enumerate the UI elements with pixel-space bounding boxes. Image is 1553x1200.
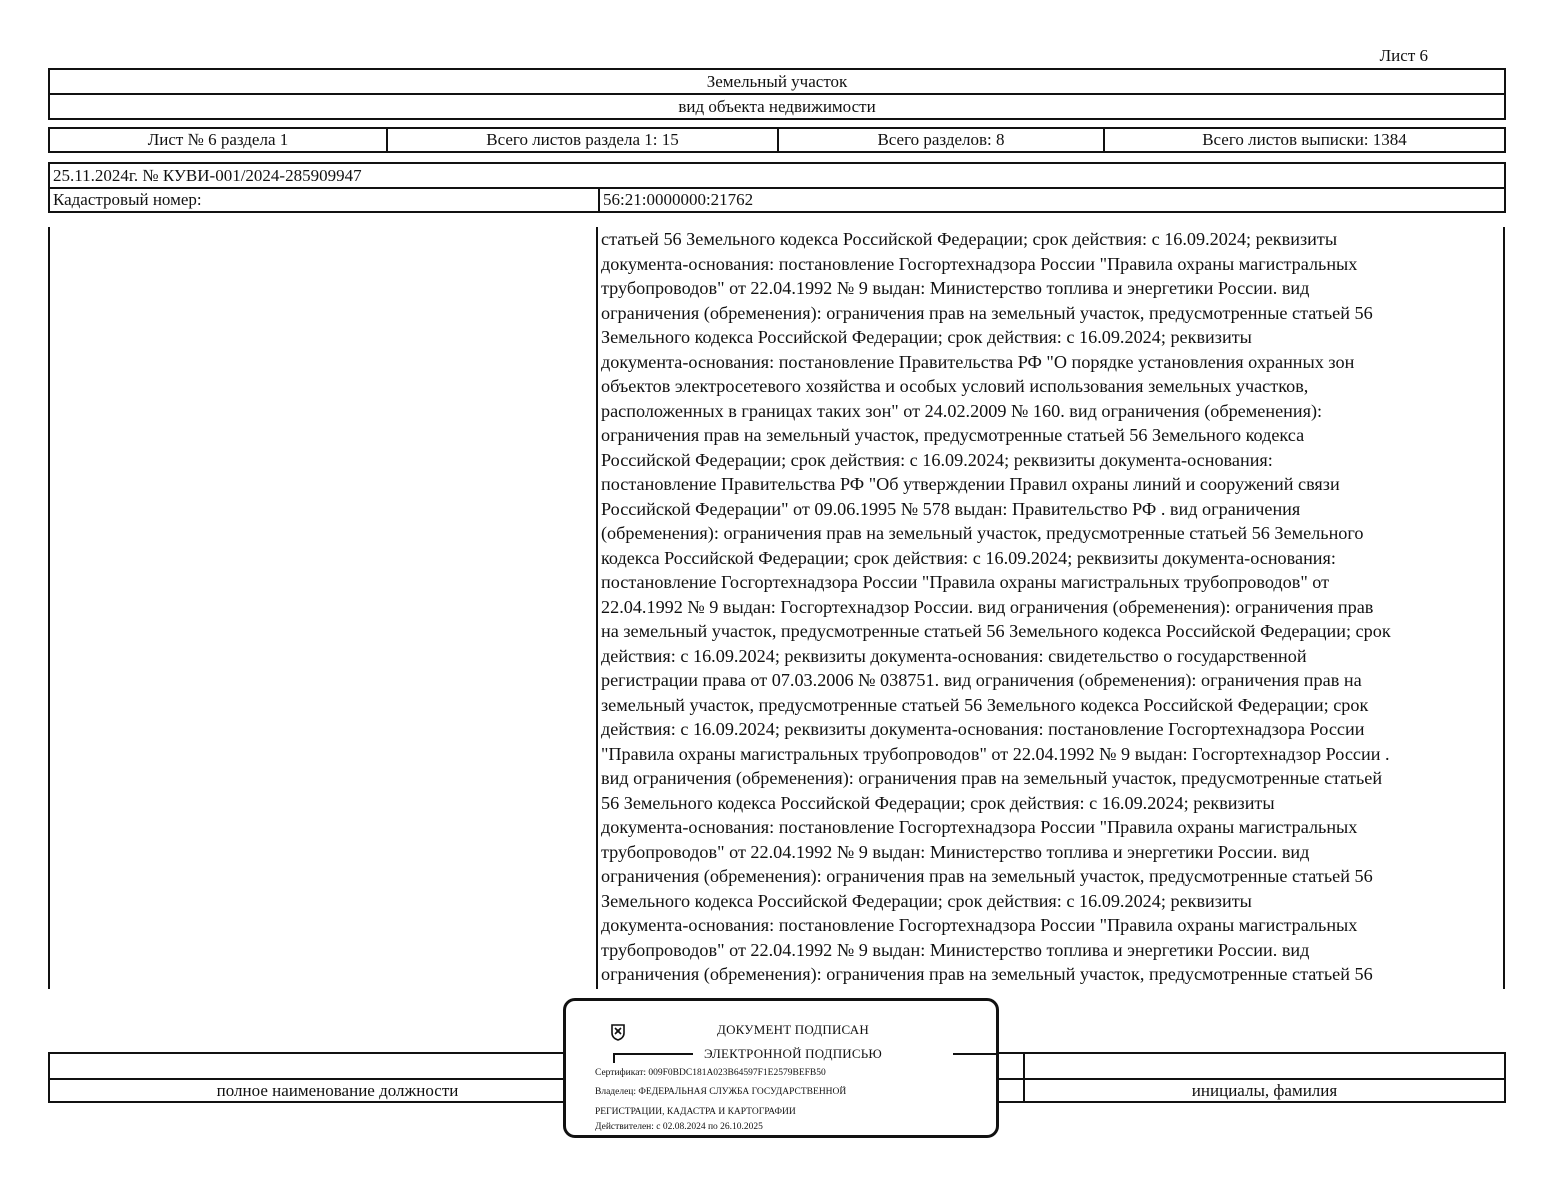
- content-line: объектов электросетевого хозяйства и особых условий использования земельных участков,: [601, 376, 1309, 396]
- content-line: постановление Госгортехнадзора России "Правила охраны магистральных трубопроводов" от: [601, 572, 1330, 592]
- content-line: 22.04.1992 № 9 выдан: Госгортехнадзор России. вид ограничения (обременения): ограничения прав: [601, 596, 1374, 617]
- content-line: на земельный участок, предусмотренные статьей 56 Земельного кодекса Российской Федерации; срок: [601, 621, 1391, 641]
- total-sheets-section: Всего листов раздела 1: 15: [486, 130, 679, 149]
- total-sheets-extract: Всего листов выписки: 1384: [1202, 130, 1407, 149]
- content-line: ограничения (обременения): ограничения прав на земельный участок, предусмотренные статьей 56: [601, 302, 1373, 323]
- content-line: ограничения (обременения): ограничения прав на земельный участок, предусмотренные статьей 56: [601, 866, 1373, 886]
- electronic-signature-stamp: [563, 998, 999, 1138]
- stamp-title-line2: ЭЛЕКТРОННОЙ ПОДПИСЬЮ: [704, 1046, 882, 1061]
- content-line: документа-основания: постановление Госгортехнадзора России "Правила охраны магистральных: [601, 253, 1358, 274]
- content-line: "Правила охраны магистральных трубопроводов" от 22.04.1992 № 9 выдан: Госгортехнадзор России .: [601, 743, 1390, 764]
- content-right-border: [1503, 227, 1505, 989]
- sheet-info-row: [48, 127, 1506, 153]
- stamp-title-line1: ДОКУМЕНТ ПОДПИСАН: [717, 1022, 869, 1037]
- cadastral-value: 56:21:0000000:21762: [603, 190, 754, 209]
- content-column-divider: [596, 227, 598, 989]
- header-table: [48, 68, 1506, 120]
- content-line: ограничения прав на земельный участок, предусмотренные статьей 56 Земельного кодекса: [601, 425, 1305, 445]
- content-line: Российской Федерации" от 09.06.1995 № 578 выдан: Правительство РФ . вид ограничения: [601, 498, 1301, 519]
- content-line: ограничения (обременения): ограничения прав на земельный участок, предусмотренные статьей 56: [601, 964, 1373, 984]
- content-line: регистрации права от 07.03.2006 № 038751. вид ограничения (обременения): ограничения прав на: [601, 670, 1362, 690]
- content-line: (обременения): ограничения прав на земельный участок, предусмотренные статьей 56 Земельного: [601, 523, 1364, 543]
- encumbrance-text: [601, 227, 1471, 987]
- content-line: трубопроводов" от 22.04.1992 № 9 выдан: Министерство топлива и энергетики России. вид: [601, 841, 1310, 862]
- content-line: вид ограничения (обременения): ограничения прав на земельный участок, предусмотренные статьей: [601, 768, 1383, 788]
- object-type: Земельный участок: [706, 72, 848, 91]
- content-line: действия: с 16.09.2024; реквизиты документа-основания: постановление Госгортехнадзора России: [601, 719, 1365, 739]
- content-line: трубопроводов" от 22.04.1992 № 9 выдан: Министерство топлива и энергетики России. вид: [601, 278, 1310, 298]
- record-table: [48, 162, 1506, 213]
- sheet-number: Лист № 6 раздела 1: [147, 130, 289, 149]
- record-date-number: 25.11.2024г. № КУВИ-001/2024-285909947: [53, 166, 362, 185]
- stamp-certificate: Сертификат: 009F0BDC181A023B64597F1E2579BEFB50: [595, 1068, 826, 1078]
- content-line: Российской Федерации; срок действия: с 16.09.2024; реквизиты документа-основания:: [601, 449, 1273, 470]
- stamp-underline: [953, 1053, 998, 1055]
- cadastral-label: Кадастровый номер:: [53, 190, 202, 209]
- content-line: действия: с 16.09.2024; реквизиты документа-основания: свидетельство о государственной: [601, 645, 1307, 666]
- sheet-label: Лист 6: [1379, 46, 1428, 65]
- stamp-owner-line1: Владелец: ФЕДЕРАЛЬНАЯ СЛУЖБА ГОСУДАРСТВЕННОЙ: [595, 1087, 847, 1097]
- content-line: статьей 56 Земельного кодекса Российской Федерации; срок действия: с 16.09.2024; реквизиты: [601, 229, 1338, 249]
- content-left-border: [48, 227, 50, 989]
- stamp-tick: [613, 1053, 615, 1063]
- content-line: документа-основания: постановление Правительства РФ "О порядке установления охранных зон: [601, 351, 1355, 372]
- content-line: документа-основания: постановление Госгортехнадзора России "Правила охраны магистральных: [601, 915, 1358, 935]
- stamp-underline: [613, 1053, 693, 1055]
- content-line: трубопроводов" от 22.04.1992 № 9 выдан: Министерство топлива и энергетики России. вид: [601, 939, 1310, 960]
- stamp-validity: Действителен: с 02.08.2024 по 26.10.2025: [595, 1122, 763, 1132]
- content-line: 56 Земельного кодекса Российской Федерации; срок действия: с 16.09.2024; реквизиты: [601, 792, 1275, 813]
- name-caption: инициалы, фамилия: [1191, 1081, 1338, 1100]
- object-kind-caption: вид объекта недвижимости: [678, 97, 876, 116]
- content-line: документа-основания: постановление Госгортехнадзора России "Правила охраны магистральных: [601, 817, 1358, 837]
- position-caption: полное наименование должности: [216, 1081, 459, 1100]
- content-line: кодекса Российской Федерации; срок действия: с 16.09.2024; реквизиты документа-основания:: [601, 547, 1336, 568]
- content-line: Земельного кодекса Российской Федерации; срок действия: с 16.09.2024; реквизиты: [601, 890, 1252, 911]
- content-line: постановление Правительства РФ "Об утверждении Правил охраны линий и сооружений связи: [601, 474, 1340, 494]
- stamp-owner-line2: РЕГИСТРАЦИИ, КАДАСТРА И КАРТОГРАФИИ: [595, 1107, 796, 1117]
- content-line: Земельного кодекса Российской Федерации; срок действия: с 16.09.2024; реквизиты: [601, 327, 1252, 347]
- content-line: земельный участок, предусмотренные статьей 56 Земельного кодекса Российской Федерации; срок: [601, 694, 1369, 715]
- total-sections: Всего разделов: 8: [877, 130, 1005, 149]
- content-line: расположенных в границах таких зон" от 24.02.2009 № 160. вид ограничения (обременения):: [601, 400, 1323, 421]
